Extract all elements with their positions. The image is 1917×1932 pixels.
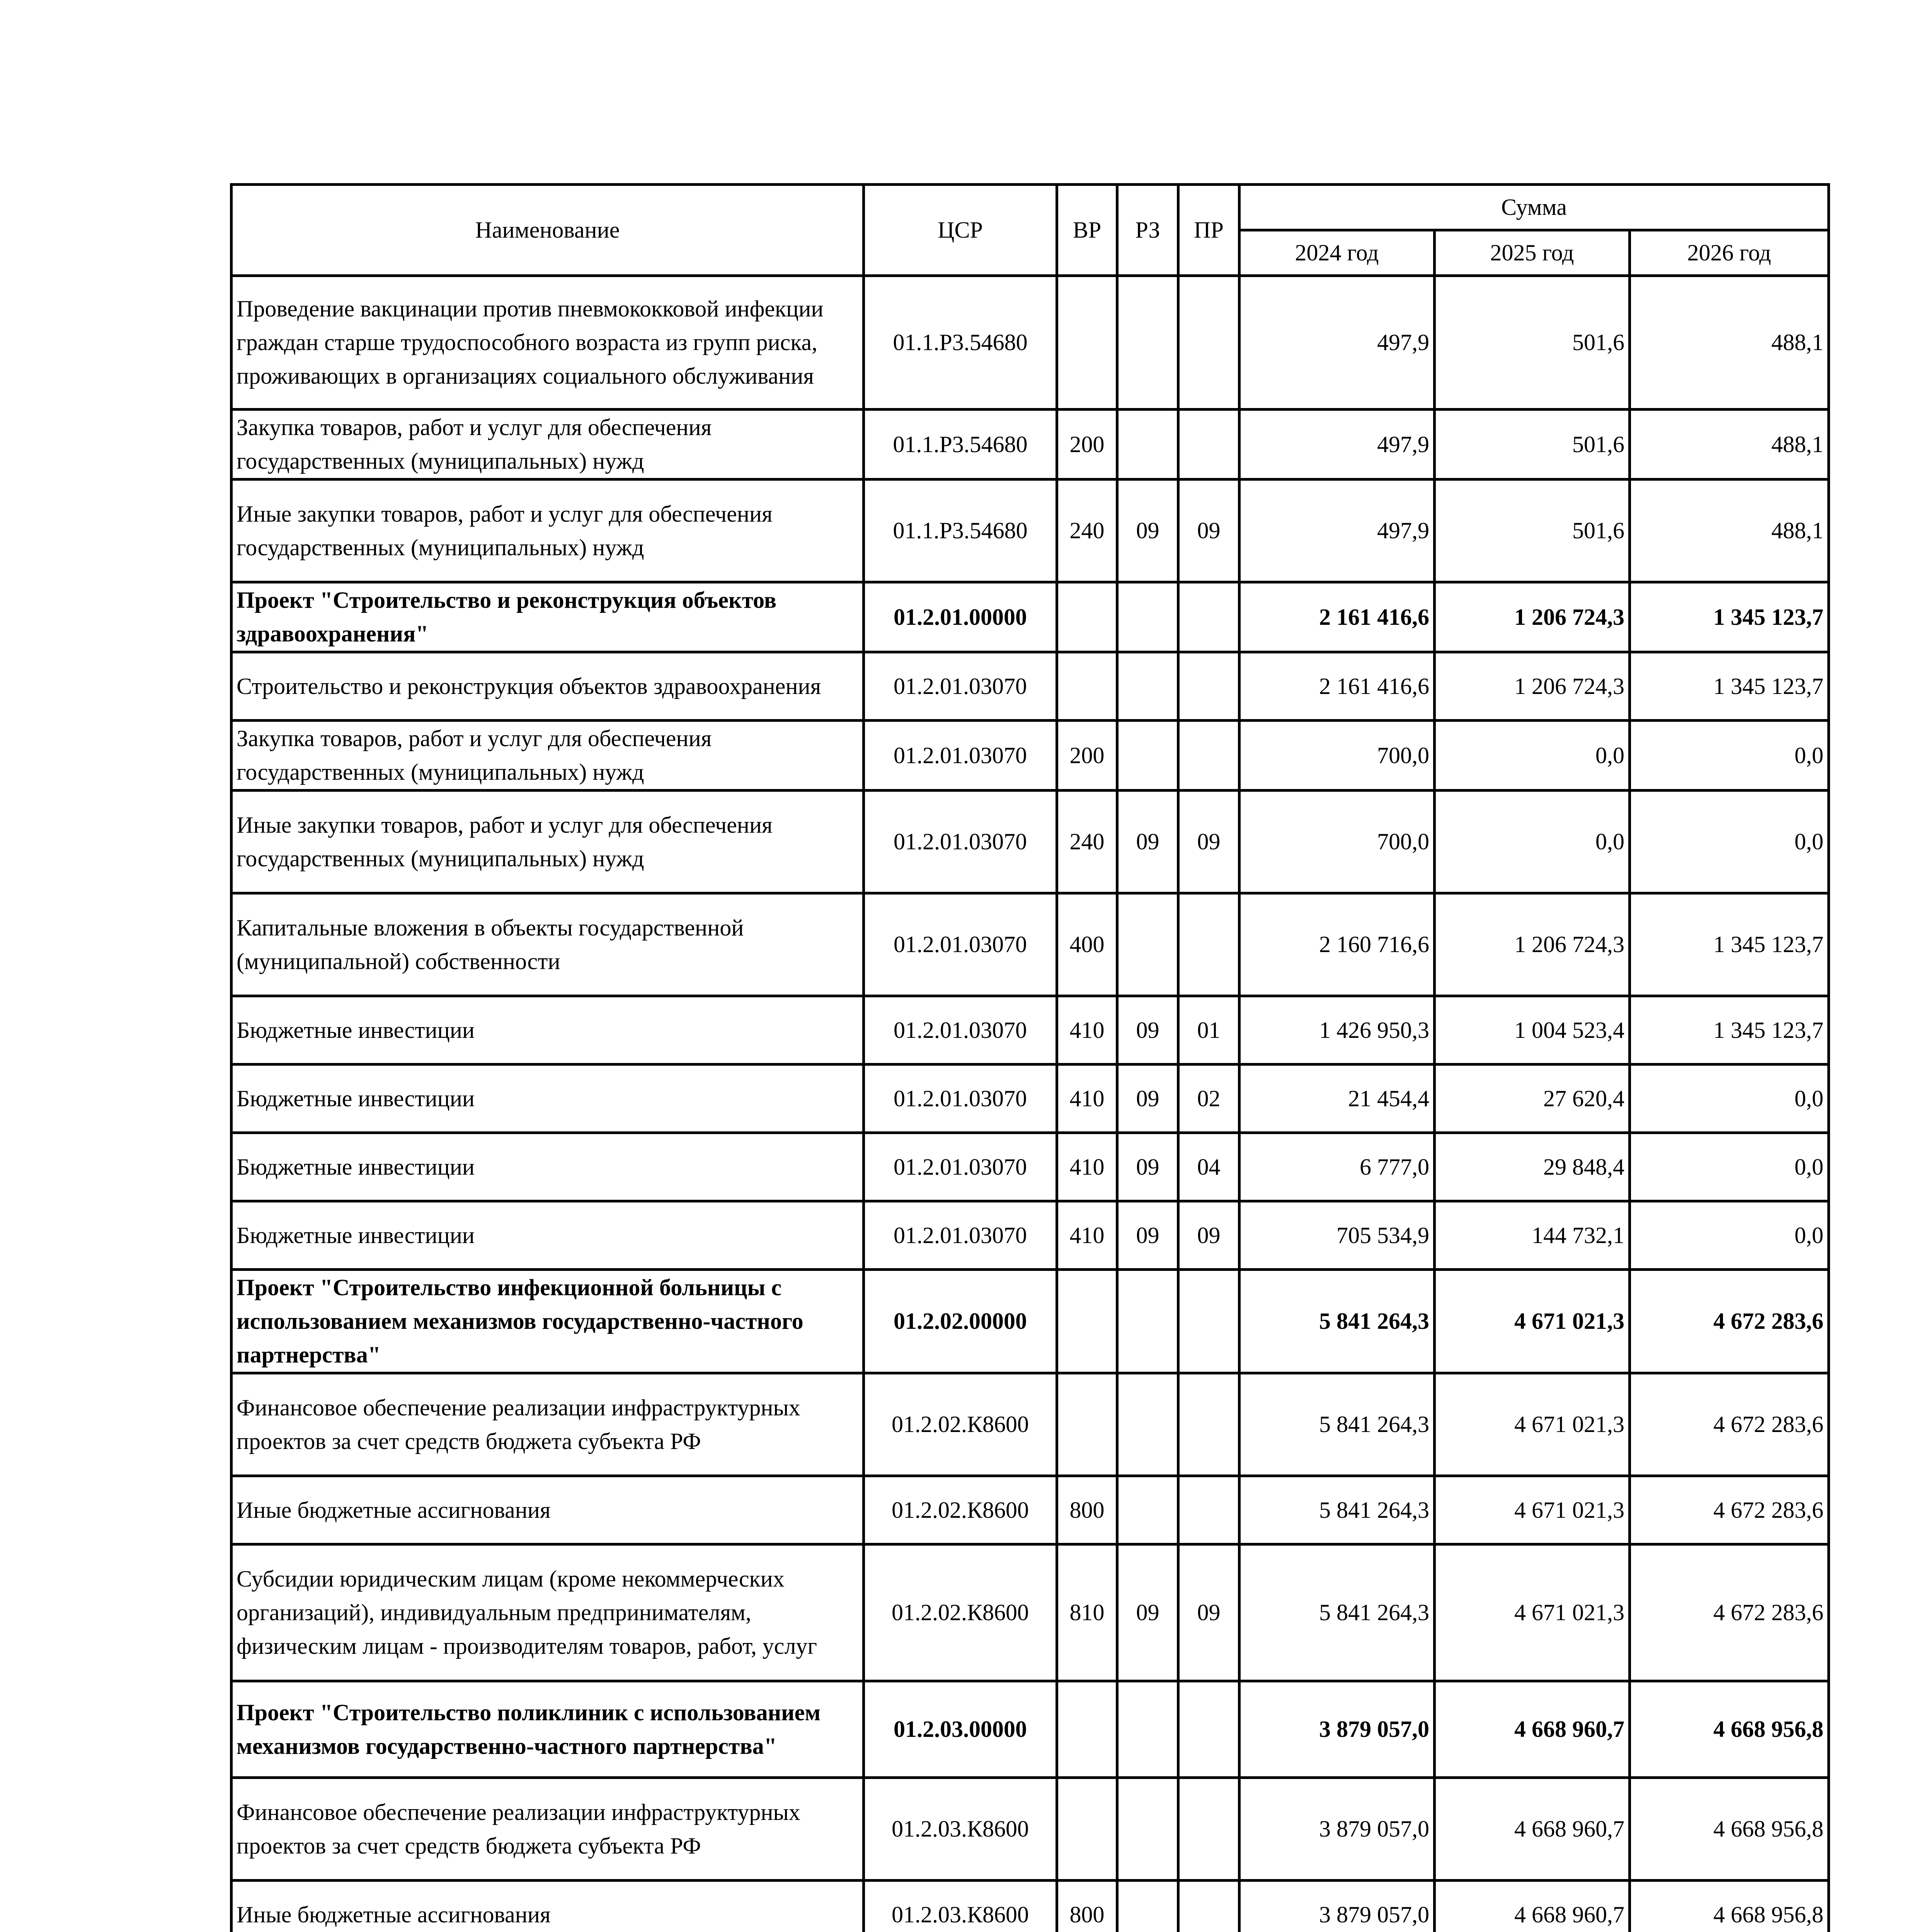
- cell-rz: [1117, 410, 1178, 480]
- cell-csr: 01.2.01.03070: [864, 1201, 1057, 1270]
- cell-pr: [1178, 276, 1239, 410]
- cell-2025: 501,6: [1435, 480, 1630, 582]
- cell-rz: [1117, 582, 1178, 652]
- cell-vr: 410: [1057, 1065, 1117, 1133]
- cell-rz: 09: [1117, 996, 1178, 1065]
- header-pr: ПР: [1178, 185, 1239, 276]
- cell-name: Строительство и реконструкция объектов здравоохранения: [232, 652, 864, 721]
- cell-pr: 09: [1178, 480, 1239, 582]
- cell-name: Бюджетные инвестиции: [232, 1201, 864, 1270]
- cell-csr: 01.2.02.К8600: [864, 1373, 1057, 1476]
- cell-2025: 27 620,4: [1435, 1065, 1630, 1133]
- cell-pr: [1178, 1270, 1239, 1373]
- header-year-2024: 2024 год: [1239, 230, 1435, 276]
- cell-rz: [1117, 1270, 1178, 1373]
- cell-2025: 1 206 724,3: [1435, 652, 1630, 721]
- cell-rz: [1117, 1778, 1178, 1881]
- cell-vr: [1057, 1778, 1117, 1881]
- cell-2024: 2 160 716,6: [1239, 893, 1435, 996]
- cell-rz: [1117, 1373, 1178, 1476]
- cell-vr: 410: [1057, 1133, 1117, 1201]
- cell-vr: [1057, 1270, 1117, 1373]
- cell-2024: 497,9: [1239, 276, 1435, 410]
- cell-pr: [1178, 893, 1239, 996]
- cell-rz: 09: [1117, 1201, 1178, 1270]
- cell-rz: 09: [1117, 1133, 1178, 1201]
- table-row: [232, 652, 1829, 721]
- cell-vr: 810: [1057, 1544, 1117, 1681]
- cell-2024: 5 841 264,3: [1239, 1476, 1435, 1544]
- cell-name: Иные бюджетные ассигнования: [232, 1476, 864, 1544]
- cell-vr: 200: [1057, 721, 1117, 791]
- cell-pr: 09: [1178, 791, 1239, 893]
- cell-vr: 800: [1057, 1881, 1117, 1932]
- cell-csr: 01.2.02.К8600: [864, 1476, 1057, 1544]
- table-row: [232, 1881, 1829, 1932]
- cell-name: Бюджетные инвестиции: [232, 1133, 864, 1201]
- cell-2026: 1 345 123,7: [1630, 652, 1829, 721]
- cell-2024: 497,9: [1239, 410, 1435, 480]
- table-row: [232, 1544, 1829, 1681]
- cell-2026: 1 345 123,7: [1630, 996, 1829, 1065]
- cell-pr: 01: [1178, 996, 1239, 1065]
- cell-rz: 09: [1117, 1544, 1178, 1681]
- cell-2024: 700,0: [1239, 791, 1435, 893]
- cell-2026: 0,0: [1630, 721, 1829, 791]
- cell-vr: 240: [1057, 791, 1117, 893]
- cell-2024: 6 777,0: [1239, 1133, 1435, 1201]
- cell-csr: 01.2.02.00000: [864, 1270, 1057, 1373]
- cell-2025: 4 671 021,3: [1435, 1476, 1630, 1544]
- cell-vr: [1057, 1373, 1117, 1476]
- cell-name: Проект "Строительство поликлиник с использованием механизмов государственно-частного партнерства": [232, 1681, 864, 1778]
- header-vr: ВР: [1057, 185, 1117, 276]
- cell-2024: 5 841 264,3: [1239, 1270, 1435, 1373]
- cell-rz: 09: [1117, 791, 1178, 893]
- cell-pr: [1178, 1681, 1239, 1778]
- cell-2026: 4 672 283,6: [1630, 1270, 1829, 1373]
- header-year-2026: 2026 год: [1630, 230, 1829, 276]
- cell-name: Бюджетные инвестиции: [232, 1065, 864, 1133]
- cell-name: Закупка товаров, работ и услуг для обеспечения государственных (муниципальных) нужд: [232, 410, 864, 480]
- cell-pr: 02: [1178, 1065, 1239, 1133]
- cell-2025: 501,6: [1435, 410, 1630, 480]
- cell-vr: 400: [1057, 893, 1117, 996]
- table-row: [232, 1476, 1829, 1544]
- cell-2025: 1 206 724,3: [1435, 582, 1630, 652]
- cell-2025: 4 671 021,3: [1435, 1373, 1630, 1476]
- cell-pr: [1178, 1881, 1239, 1932]
- header-rz: РЗ: [1117, 185, 1178, 276]
- cell-2024: 3 879 057,0: [1239, 1881, 1435, 1932]
- cell-2024: 2 161 416,6: [1239, 652, 1435, 721]
- cell-pr: [1178, 1476, 1239, 1544]
- cell-name: Проект "Строительство и реконструкция объектов здравоохранения": [232, 582, 864, 652]
- cell-2026: 4 672 283,6: [1630, 1373, 1829, 1476]
- cell-rz: [1117, 1476, 1178, 1544]
- table-row: [232, 1201, 1829, 1270]
- cell-2025: 0,0: [1435, 791, 1630, 893]
- cell-csr: 01.2.01.03070: [864, 652, 1057, 721]
- header-csr: ЦСР: [864, 185, 1057, 276]
- table-row: [232, 893, 1829, 996]
- cell-name: Иные закупки товаров, работ и услуг для обеспечения государственных (муниципальных) нужд: [232, 480, 864, 582]
- cell-rz: [1117, 652, 1178, 721]
- cell-rz: [1117, 721, 1178, 791]
- cell-pr: 09: [1178, 1544, 1239, 1681]
- cell-2024: 705 534,9: [1239, 1201, 1435, 1270]
- cell-csr: 01.2.01.00000: [864, 582, 1057, 652]
- cell-csr: 01.1.Р3.54680: [864, 480, 1057, 582]
- cell-2025: 4 668 960,7: [1435, 1778, 1630, 1881]
- cell-2024: 2 161 416,6: [1239, 582, 1435, 652]
- cell-2025: 29 848,4: [1435, 1133, 1630, 1201]
- cell-csr: 01.2.03.К8600: [864, 1778, 1057, 1881]
- cell-csr: 01.2.02.К8600: [864, 1544, 1057, 1681]
- cell-vr: 200: [1057, 410, 1117, 480]
- cell-2025: 4 668 960,7: [1435, 1881, 1630, 1932]
- cell-2025: 501,6: [1435, 276, 1630, 410]
- cell-2026: 0,0: [1630, 1133, 1829, 1201]
- cell-2026: 0,0: [1630, 791, 1829, 893]
- table-row: [232, 582, 1829, 652]
- cell-2025: 4 671 021,3: [1435, 1270, 1630, 1373]
- table-row: [232, 1681, 1829, 1778]
- cell-rz: [1117, 1681, 1178, 1778]
- cell-2026: 488,1: [1630, 276, 1829, 410]
- cell-2024: 497,9: [1239, 480, 1435, 582]
- cell-name: Капитальные вложения в объекты государственной (муниципальной) собственности: [232, 893, 864, 996]
- cell-name: Субсидии юридическим лицам (кроме некоммерческих организаций), индивидуальным предпринимателям, физическим лицам - производителям товаров, работ, услуг: [232, 1544, 864, 1681]
- cell-vr: 410: [1057, 996, 1117, 1065]
- cell-csr: 01.2.01.03070: [864, 893, 1057, 996]
- table-row: [232, 1065, 1829, 1133]
- cell-csr: 01.2.01.03070: [864, 721, 1057, 791]
- table-row: [232, 276, 1829, 410]
- cell-name: Проведение вакцинации против пневмококковой инфекции граждан старше трудоспособного возраста из групп риска, проживающих в организациях социального обслуживания: [232, 276, 864, 410]
- cell-2025: 0,0: [1435, 721, 1630, 791]
- cell-2025: 144 732,1: [1435, 1201, 1630, 1270]
- cell-pr: [1178, 1373, 1239, 1476]
- cell-pr: [1178, 410, 1239, 480]
- cell-csr: 01.2.01.03070: [864, 1133, 1057, 1201]
- cell-2026: 0,0: [1630, 1065, 1829, 1133]
- table-row: [232, 1778, 1829, 1881]
- cell-2026: 4 668 956,8: [1630, 1681, 1829, 1778]
- cell-vr: 240: [1057, 480, 1117, 582]
- header-sum: Сумма: [1239, 185, 1829, 230]
- cell-vr: 800: [1057, 1476, 1117, 1544]
- cell-2025: 4 668 960,7: [1435, 1681, 1630, 1778]
- cell-2025: 4 671 021,3: [1435, 1544, 1630, 1681]
- table-row: [232, 791, 1829, 893]
- cell-name: Иные бюджетные ассигнования: [232, 1881, 864, 1932]
- cell-vr: [1057, 276, 1117, 410]
- cell-rz: [1117, 893, 1178, 996]
- table-row: [232, 410, 1829, 480]
- cell-pr: [1178, 582, 1239, 652]
- cell-pr: 04: [1178, 1133, 1239, 1201]
- table-row: [232, 721, 1829, 791]
- cell-2026: 4 672 283,6: [1630, 1544, 1829, 1681]
- cell-2024: 1 426 950,3: [1239, 996, 1435, 1065]
- cell-csr: 01.2.01.03070: [864, 996, 1057, 1065]
- cell-2024: 21 454,4: [1239, 1065, 1435, 1133]
- cell-vr: [1057, 652, 1117, 721]
- cell-2026: 1 345 123,7: [1630, 582, 1829, 652]
- cell-csr: 01.2.01.03070: [864, 791, 1057, 893]
- cell-2024: 5 841 264,3: [1239, 1373, 1435, 1476]
- cell-name: Проект "Строительство инфекционной больницы с использованием механизмов государственно-частного партнерства": [232, 1270, 864, 1373]
- header-name: Наименование: [232, 185, 864, 276]
- cell-pr: [1178, 721, 1239, 791]
- table-body: [232, 276, 1829, 1932]
- cell-2026: 0,0: [1630, 1201, 1829, 1270]
- cell-2026: 488,1: [1630, 480, 1829, 582]
- cell-name: Финансовое обеспечение реализации инфраструктурных проектов за счет средств бюджета субъекта РФ: [232, 1373, 864, 1476]
- cell-name: Закупка товаров, работ и услуг для обеспечения государственных (муниципальных) нужд: [232, 721, 864, 791]
- cell-rz: [1117, 1881, 1178, 1932]
- cell-csr: 01.2.01.03070: [864, 1065, 1057, 1133]
- cell-name: Бюджетные инвестиции: [232, 996, 864, 1065]
- cell-pr: [1178, 1778, 1239, 1881]
- cell-vr: [1057, 582, 1117, 652]
- cell-rz: [1117, 276, 1178, 410]
- cell-name: Иные закупки товаров, работ и услуг для обеспечения государственных (муниципальных) нужд: [232, 791, 864, 893]
- cell-2025: 1 206 724,3: [1435, 893, 1630, 996]
- cell-2026: 4 672 283,6: [1630, 1476, 1829, 1544]
- cell-2026: 1 345 123,7: [1630, 893, 1829, 996]
- cell-vr: 410: [1057, 1201, 1117, 1270]
- cell-vr: [1057, 1681, 1117, 1778]
- cell-csr: 01.1.Р3.54680: [864, 276, 1057, 410]
- cell-2024: 3 879 057,0: [1239, 1778, 1435, 1881]
- cell-pr: [1178, 652, 1239, 721]
- table-row: [232, 1373, 1829, 1476]
- cell-2026: 488,1: [1630, 410, 1829, 480]
- cell-2026: 4 668 956,8: [1630, 1778, 1829, 1881]
- cell-pr: 09: [1178, 1201, 1239, 1270]
- table-row: [232, 996, 1829, 1065]
- table-row: [232, 1270, 1829, 1373]
- cell-csr: 01.2.03.00000: [864, 1681, 1057, 1778]
- table-row: [232, 480, 1829, 582]
- cell-2024: 700,0: [1239, 721, 1435, 791]
- cell-2026: 4 668 956,8: [1630, 1881, 1829, 1932]
- cell-name: Финансовое обеспечение реализации инфраструктурных проектов за счет средств бюджета субъекта РФ: [232, 1778, 864, 1881]
- cell-rz: 09: [1117, 480, 1178, 582]
- cell-2024: 3 879 057,0: [1239, 1681, 1435, 1778]
- budget-table: [230, 183, 1830, 1932]
- cell-csr: 01.2.03.К8600: [864, 1881, 1057, 1932]
- header-year-2025: 2025 год: [1435, 230, 1630, 276]
- cell-2024: 5 841 264,3: [1239, 1544, 1435, 1681]
- cell-2025: 1 004 523,4: [1435, 996, 1630, 1065]
- cell-csr: 01.1.Р3.54680: [864, 410, 1057, 480]
- table-row: [232, 1133, 1829, 1201]
- cell-rz: 09: [1117, 1065, 1178, 1133]
